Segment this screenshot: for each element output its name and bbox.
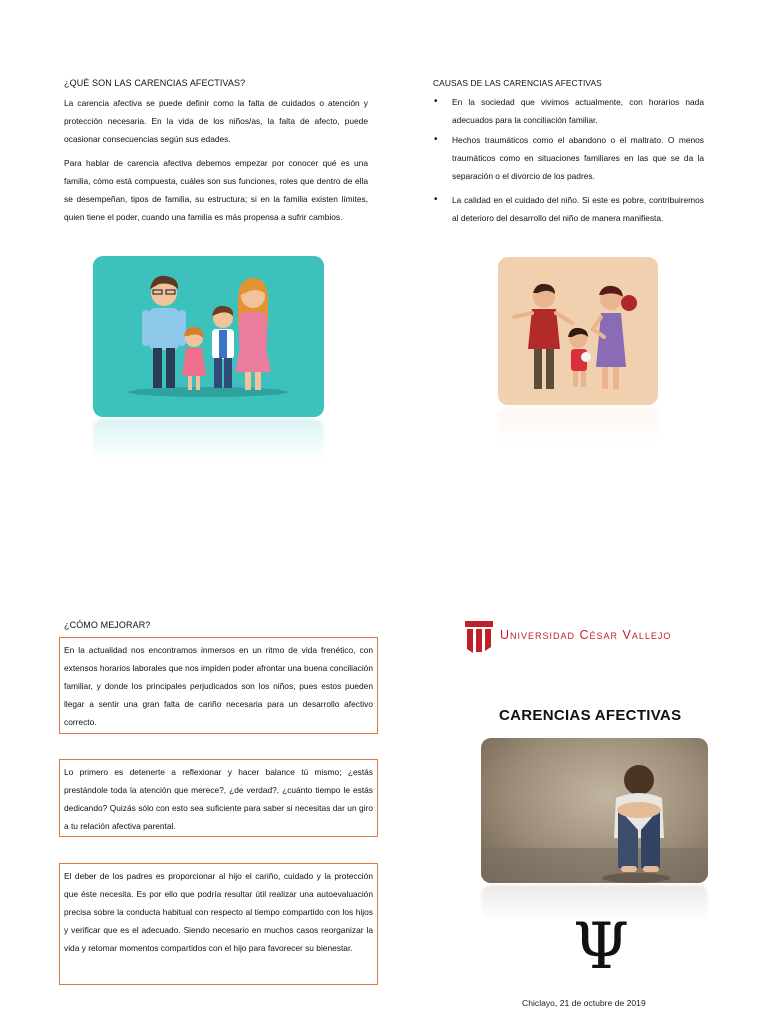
parents-arguing-illustration — [498, 257, 658, 405]
definition-paragraph — [64, 94, 368, 226]
university-logo-icon — [465, 619, 495, 653]
cause-item: • Hechos traumáticos como el abandono o el maltrato. O menos traumáticos como en situaciones familiares en las que se da la separación o el divorcio de los padres. — [432, 131, 704, 185]
child-figure — [568, 328, 591, 387]
boy-figure — [212, 306, 234, 388]
mother-figure — [235, 278, 271, 390]
section-heading-how-improve: ¿CÓMO MEJORAR? — [64, 620, 151, 630]
angry-mother-figure — [593, 286, 637, 389]
improve-text-2: Lo primero es detenerte a reflexionar y hacer balance tú mismo; ¿estás prestándole toda la atención que merece?, ¿de verdad?, ¿cuánto tiempo le estás dedicando? Quizás sólo con esto sea suficiente para saber si necesitas dar un giro a tu relación afectiva parental. — [64, 767, 373, 831]
improve-box-3 — [59, 863, 378, 985]
girl-figure — [182, 327, 206, 390]
family-illustration-reflection — [93, 419, 324, 461]
section-heading-what-are: ¿QUÉ SON LAS CARENCIAS AFECTIVAS? — [64, 78, 246, 88]
cause-item: • En la sociedad que vivimos actualmente, con horarios nada adecuados para la conciliación familiar. — [432, 93, 704, 129]
definition-text: La carencia afectiva se puede definir como la falta de cuidados o atención y protección necesaria. En la vida de los niños/as, la falta de afecto, puede ocasionar consecuencias según sus edades. — [64, 98, 368, 144]
family-illustration — [93, 256, 324, 417]
cause-item: • La calidad en el cuidado del niño. Si este es pobre, contribuiremos al deterioro del desarrollo del niño de manera manifiesta. — [432, 191, 704, 227]
causes-list — [432, 93, 704, 229]
university-name: Universidad César Vallejo — [500, 628, 672, 642]
section-heading-causes: CAUSAS DE LAS CARENCIAS AFECTIVAS — [433, 78, 602, 88]
parents-arguing-reflection — [498, 407, 658, 445]
angry-father-figure — [514, 284, 572, 389]
date-location: Chiclayo, 21 de octubre de 2019 — [522, 998, 646, 1008]
improve-box-2 — [59, 759, 378, 837]
brochure-title: CARENCIAS AFECTIVAS — [499, 707, 682, 724]
father-figure — [142, 276, 186, 388]
psi-symbol: Ψ — [572, 910, 630, 984]
improve-box-1 — [59, 637, 378, 734]
improve-text-1: En la actualidad nos encontramos inmersos en un ritmo de vida frenético, con extensos horarios laborales que nos impiden poder afrontar una buena conciliación familiar, y donde los principales perjudicados son los niños, pues estos pueden llegar a sentir una gran falta de cariño necesaria para un desarrollo afectivo correcto. — [64, 645, 373, 727]
improve-text-3: El deber de los padres es proporcionar al hijo el cariño, cuidado y la protección que éste necesita. Es por ello que podría resultar útil realizar una autoevaluación precisa sobre la conducta habitual con respecto al tiempo compartido con los hijos y verificar que es el adecuado. Siendo necesario en muchos casos reorganizar la vida y retomar momentos compartidos con el hijo para favorecer su bienestar. — [64, 871, 373, 953]
family-text: Para hablar de carencia afectiva debemos empezar por conocer qué es una familia, cómo está compuesta, cuáles son sus funciones, roles que dentro de ella se desempeñan, tipos de familia, su estructura; si en la familia existen límites, quien tiene el poder, cuando una familia es más propensa a sufrir cambios. — [64, 158, 368, 222]
sad-child-photo — [481, 738, 708, 883]
